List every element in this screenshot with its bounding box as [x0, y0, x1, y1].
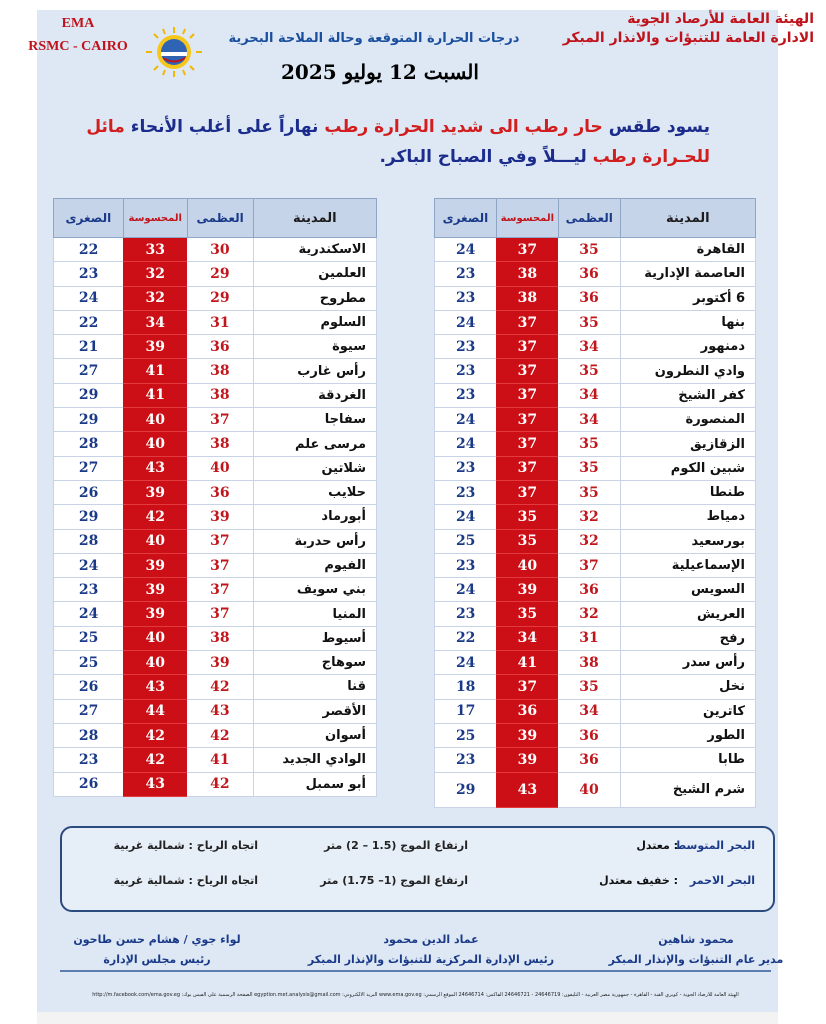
- max-temp: 36: [558, 748, 620, 772]
- min-temp: 17: [435, 699, 497, 723]
- header-max: العظمى: [558, 199, 620, 238]
- forecast-text: [50, 112, 710, 172]
- temperature-table-right: [434, 198, 756, 808]
- table-row: [54, 310, 377, 334]
- max-temp: 35: [558, 480, 620, 504]
- min-temp: 23: [435, 553, 497, 577]
- min-temp: 27: [54, 359, 124, 383]
- table-header-row: [435, 199, 756, 238]
- table-row: [435, 310, 756, 334]
- city-name: الزقازيق: [620, 432, 755, 456]
- table-row: [54, 238, 377, 262]
- header-feels: المحسوسة: [496, 199, 558, 238]
- city-name: دمياط: [620, 505, 755, 529]
- table-row: [435, 748, 756, 772]
- max-temp: 32: [558, 529, 620, 553]
- city-name: الطور: [620, 723, 755, 747]
- forecast-part-1: يسود طقس: [602, 117, 710, 137]
- max-temp: 34: [558, 383, 620, 407]
- feels-like-temp: 39: [123, 602, 187, 626]
- min-temp: 29: [54, 383, 124, 407]
- city-name: السلوم: [253, 310, 376, 334]
- min-temp: 28: [54, 723, 124, 747]
- min-temp: 22: [54, 238, 124, 262]
- feels-like-temp: 39: [123, 553, 187, 577]
- city-name: طابا: [620, 748, 755, 772]
- max-temp: 38: [187, 383, 253, 407]
- min-temp: 25: [435, 723, 497, 747]
- max-temp: 35: [558, 359, 620, 383]
- city-name: وادي النطرون: [620, 359, 755, 383]
- table-header-row: [54, 199, 377, 238]
- wind-direction: اتجاه الرياح : شمالية غربية: [113, 839, 258, 852]
- feels-like-temp: 41: [123, 359, 187, 383]
- feels-like-temp: 37: [496, 359, 558, 383]
- max-temp: 38: [187, 432, 253, 456]
- max-temp: 37: [187, 408, 253, 432]
- feels-like-temp: 39: [496, 578, 558, 602]
- signer-title: رئيس الإدارة المركزية للتنبؤات والإنذار المبكر: [307, 953, 555, 966]
- city-name: قنا: [253, 675, 376, 699]
- city-name: السويس: [620, 578, 755, 602]
- forecast-part-5: ليـــلاً وفي الصباح الباكر.: [379, 147, 593, 167]
- city-name: رأس سدر: [620, 651, 755, 675]
- min-temp: 23: [435, 456, 497, 480]
- min-temp: 23: [435, 602, 497, 626]
- max-temp: 29: [187, 262, 253, 286]
- dept-name: الادارة العامة للتنبؤات والانذار المبكر: [562, 30, 814, 46]
- feels-like-temp: 40: [123, 529, 187, 553]
- feels-like-temp: 40: [123, 408, 187, 432]
- table-row: [54, 359, 377, 383]
- city-name: سيوة: [253, 335, 376, 359]
- city-name: الوادي الجديد: [253, 748, 376, 772]
- feels-like-temp: 39: [123, 480, 187, 504]
- city-name: مرسى علم: [253, 432, 376, 456]
- bulletin-date: السبت 12 يوليو 2025: [281, 60, 479, 84]
- forecast-part-4: مائل للحـرارة رطب: [86, 117, 710, 167]
- city-name: العريش: [620, 602, 755, 626]
- min-temp: 29: [54, 505, 124, 529]
- table-row: [54, 626, 377, 650]
- min-temp: 23: [435, 286, 497, 310]
- feels-like-temp: 35: [496, 529, 558, 553]
- feels-like-temp: 39: [496, 723, 558, 747]
- max-temp: 37: [187, 553, 253, 577]
- city-name: رأس غارب: [253, 359, 376, 383]
- city-name: شرم الشيخ: [620, 772, 755, 807]
- org-name: الهيئة العامة للأرصاد الجوية: [627, 11, 814, 27]
- max-temp: 38: [187, 626, 253, 650]
- min-temp: 26: [54, 675, 124, 699]
- feels-like-temp: 37: [496, 238, 558, 262]
- signer-name: محمود شاهين: [658, 933, 734, 946]
- min-temp: 24: [435, 505, 497, 529]
- city-name: سوهاج: [253, 651, 376, 675]
- table-row: [54, 480, 377, 504]
- city-name: دمنهور: [620, 335, 755, 359]
- max-temp: 35: [558, 432, 620, 456]
- footer-divider: [60, 970, 771, 972]
- max-temp: 36: [558, 286, 620, 310]
- city-name: كاترين: [620, 699, 755, 723]
- table-row: [435, 675, 756, 699]
- signer-name: عماد الدين محمود: [383, 933, 479, 946]
- feels-like-temp: 37: [496, 432, 558, 456]
- table-row: [435, 480, 756, 504]
- city-name: بني سويف: [253, 578, 376, 602]
- max-temp: 37: [187, 578, 253, 602]
- table-row: [54, 748, 377, 772]
- city-name: المنصورة: [620, 408, 755, 432]
- sheet-bottom-edge: [37, 1012, 778, 1024]
- table-row: [435, 699, 756, 723]
- table-row: [54, 553, 377, 577]
- wave-height: ارتفاع الموج (1.5 – 2) متر: [324, 839, 468, 852]
- max-temp: 42: [187, 723, 253, 747]
- min-temp: 24: [435, 238, 497, 262]
- temperature-table-left: [53, 198, 377, 797]
- sea-row-mediterranean: [62, 839, 773, 859]
- min-temp: 24: [435, 432, 497, 456]
- min-temp: 25: [54, 651, 124, 675]
- feels-like-temp: 34: [496, 626, 558, 650]
- min-temp: 24: [435, 578, 497, 602]
- min-temp: 18: [435, 675, 497, 699]
- feels-like-temp: 37: [496, 383, 558, 407]
- max-temp: 36: [558, 723, 620, 747]
- city-name: الإسماعيلية: [620, 553, 755, 577]
- feels-like-temp: 32: [123, 286, 187, 310]
- max-temp: 32: [558, 602, 620, 626]
- feels-like-temp: 35: [496, 602, 558, 626]
- sea-state: : خفيف معتدل: [599, 874, 678, 887]
- table-row: [54, 578, 377, 602]
- feels-like-temp: 39: [496, 748, 558, 772]
- feels-like-temp: 42: [123, 748, 187, 772]
- table-row: [435, 432, 756, 456]
- city-name: المنيا: [253, 602, 376, 626]
- feels-like-temp: 33: [123, 238, 187, 262]
- city-name: شبين الكوم: [620, 456, 755, 480]
- sea-state: : معتدل: [636, 839, 678, 852]
- min-temp: 23: [54, 748, 124, 772]
- table-row: [435, 456, 756, 480]
- bulletin-subtitle: درجات الحرارة المتوقعة وحالة الملاحة البحرية: [228, 31, 520, 46]
- max-temp: 35: [558, 238, 620, 262]
- table-row: [435, 626, 756, 650]
- city-name: أسيوط: [253, 626, 376, 650]
- min-temp: 27: [54, 456, 124, 480]
- feels-like-temp: 42: [123, 723, 187, 747]
- city-name: القاهرة: [620, 238, 755, 262]
- city-name: أسوان: [253, 723, 376, 747]
- city-name: العلمين: [253, 262, 376, 286]
- table-row: [435, 262, 756, 286]
- table-row: [435, 335, 756, 359]
- rsmc-label: RSMC - CAIRO: [28, 39, 128, 54]
- table-row: [54, 432, 377, 456]
- signer-name: لواء جوي / هشام حسن طاحون: [73, 933, 241, 946]
- feels-like-temp: 43: [123, 456, 187, 480]
- city-name: سفاجا: [253, 408, 376, 432]
- feels-like-temp: 40: [123, 626, 187, 650]
- header-max: العظمى: [187, 199, 253, 238]
- max-temp: 36: [558, 262, 620, 286]
- feels-like-temp: 32: [123, 262, 187, 286]
- table-row: [54, 699, 377, 723]
- max-temp: 36: [187, 480, 253, 504]
- feels-like-temp: 37: [496, 456, 558, 480]
- min-temp: 22: [54, 310, 124, 334]
- feels-like-temp: 38: [496, 262, 558, 286]
- table-row: [435, 772, 756, 807]
- header-min: الصغرى: [54, 199, 124, 238]
- city-name: العاصمة الإدارية: [620, 262, 755, 286]
- min-temp: 24: [435, 310, 497, 334]
- sea-name: البحر الاحمر: [689, 874, 755, 887]
- signature-block-3: [62, 930, 252, 970]
- city-name: مطروح: [253, 286, 376, 310]
- min-temp: 27: [54, 699, 124, 723]
- feels-like-temp: 43: [123, 772, 187, 796]
- max-temp: 40: [558, 772, 620, 807]
- min-temp: 23: [435, 748, 497, 772]
- min-temp: 24: [435, 408, 497, 432]
- header-city: المدينة: [620, 199, 755, 238]
- feels-like-temp: 37: [496, 675, 558, 699]
- feels-like-temp: 38: [496, 286, 558, 310]
- feels-like-temp: 40: [123, 432, 187, 456]
- city-name: بورسعيد: [620, 529, 755, 553]
- max-temp: 42: [187, 675, 253, 699]
- table-row: [54, 335, 377, 359]
- min-temp: 25: [435, 529, 497, 553]
- wave-height: ارتفاع الموج (1– 1.75) متر: [320, 874, 468, 887]
- ema-sun-logo-icon: [142, 26, 206, 78]
- table-row: [54, 383, 377, 407]
- city-name: 6 أكتوبر: [620, 286, 755, 310]
- city-name: الاسكندرية: [253, 238, 376, 262]
- min-temp: 23: [435, 335, 497, 359]
- city-name: بنها: [620, 310, 755, 334]
- max-temp: 32: [558, 505, 620, 529]
- signer-title: مدير عام التنبؤات والإنذار المبكر: [608, 953, 784, 966]
- table-row: [435, 723, 756, 747]
- table-row: [435, 602, 756, 626]
- table-row: [435, 553, 756, 577]
- sea-name: البحر المتوسط: [674, 839, 755, 852]
- max-temp: 39: [187, 651, 253, 675]
- max-temp: 43: [187, 699, 253, 723]
- city-name: الغردقة: [253, 383, 376, 407]
- max-temp: 36: [187, 335, 253, 359]
- feels-like-temp: 43: [123, 675, 187, 699]
- min-temp: 29: [435, 772, 497, 807]
- forecast-part-2: حار رطب الى شديد الحرارة رطب: [324, 117, 603, 137]
- feels-like-temp: 37: [496, 408, 558, 432]
- feels-like-temp: 36: [496, 699, 558, 723]
- max-temp: 40: [187, 456, 253, 480]
- table-row: [435, 505, 756, 529]
- signature-block-1: [596, 930, 796, 970]
- table-row: [54, 675, 377, 699]
- city-name: كفر الشيخ: [620, 383, 755, 407]
- max-temp: 35: [558, 456, 620, 480]
- table-row: [435, 359, 756, 383]
- max-temp: 38: [187, 359, 253, 383]
- organization-header: [563, 10, 814, 48]
- table-row: [54, 408, 377, 432]
- header-min: الصغرى: [435, 199, 497, 238]
- max-temp: 34: [558, 335, 620, 359]
- city-name: رفح: [620, 626, 755, 650]
- city-name: رأس حدربة: [253, 529, 376, 553]
- min-temp: 21: [54, 335, 124, 359]
- ema-label: EMA: [61, 16, 95, 31]
- min-temp: 23: [54, 578, 124, 602]
- max-temp: 37: [187, 602, 253, 626]
- max-temp: 35: [558, 675, 620, 699]
- max-temp: 34: [558, 699, 620, 723]
- table-row: [54, 723, 377, 747]
- feels-like-temp: 40: [496, 553, 558, 577]
- feels-like-temp: 39: [123, 578, 187, 602]
- max-temp: 29: [187, 286, 253, 310]
- min-temp: 24: [435, 651, 497, 675]
- city-name: الفيوم: [253, 553, 376, 577]
- city-name: نخل: [620, 675, 755, 699]
- min-temp: 26: [54, 480, 124, 504]
- table-row: [54, 262, 377, 286]
- feels-like-temp: 37: [496, 310, 558, 334]
- city-name: أبو سمبل: [253, 772, 376, 796]
- ema-header: [22, 12, 134, 58]
- min-temp: 22: [435, 626, 497, 650]
- footer-contact: الهيئة العامة للأرصاد الجوية - كوبري القبة - القاهرة - جمهورية مصر العربية - التليفون: 24646719 - 24646721 الفاكس: 24646714 الموقع الرسمي: www.ema.gov.eg البريد الالكتروني: egyption.met.analysis@gmail.com الصفحة الرسمية على الفيس بوك: http://m.facebook.com/ema.gov.eg: [92, 992, 739, 998]
- min-temp: 24: [54, 602, 124, 626]
- feels-like-temp: 41: [496, 651, 558, 675]
- signature-block-2: [286, 930, 576, 970]
- max-temp: 37: [558, 553, 620, 577]
- max-temp: 37: [187, 529, 253, 553]
- forecast-part-3: نهاراً على أغلب الأنحاء: [124, 117, 325, 137]
- feels-like-temp: 43: [496, 772, 558, 807]
- header-feels: المحسوسة: [123, 199, 187, 238]
- feels-like-temp: 35: [496, 505, 558, 529]
- city-name: حلايب: [253, 480, 376, 504]
- max-temp: 36: [558, 578, 620, 602]
- table-row: [54, 772, 377, 796]
- feels-like-temp: 37: [496, 335, 558, 359]
- min-temp: 26: [54, 772, 124, 796]
- max-temp: 39: [187, 505, 253, 529]
- min-temp: 23: [435, 480, 497, 504]
- table-row: [435, 383, 756, 407]
- min-temp: 28: [54, 529, 124, 553]
- min-temp: 29: [54, 408, 124, 432]
- table-row: [54, 602, 377, 626]
- signer-title: رئيس مجلس الإدارة: [103, 953, 211, 966]
- min-temp: 23: [435, 359, 497, 383]
- max-temp: 38: [558, 651, 620, 675]
- table-row: [54, 505, 377, 529]
- sea-row-red-sea: [62, 874, 773, 894]
- min-temp: 24: [54, 286, 124, 310]
- city-name: شلاتين: [253, 456, 376, 480]
- min-temp: 25: [54, 626, 124, 650]
- min-temp: 23: [435, 262, 497, 286]
- table-row: [54, 286, 377, 310]
- feels-like-temp: 42: [123, 505, 187, 529]
- max-temp: 35: [558, 310, 620, 334]
- wind-direction: اتجاه الرياح : شمالية غربية: [113, 874, 258, 887]
- feels-like-temp: 34: [123, 310, 187, 334]
- city-name: الأقصر: [253, 699, 376, 723]
- feels-like-temp: 39: [123, 335, 187, 359]
- feels-like-temp: 44: [123, 699, 187, 723]
- table-row: [54, 529, 377, 553]
- table-row: [54, 456, 377, 480]
- feels-like-temp: 37: [496, 480, 558, 504]
- min-temp: 24: [54, 553, 124, 577]
- max-temp: 42: [187, 772, 253, 796]
- table-row: [435, 238, 756, 262]
- max-temp: 31: [187, 310, 253, 334]
- table-row: [54, 651, 377, 675]
- table-row: [435, 286, 756, 310]
- table-row: [435, 529, 756, 553]
- header-city: المدينة: [253, 199, 376, 238]
- city-name: طنطا: [620, 480, 755, 504]
- table-row: [435, 408, 756, 432]
- min-temp: 23: [54, 262, 124, 286]
- feels-like-temp: 40: [123, 651, 187, 675]
- city-name: أبورماد: [253, 505, 376, 529]
- min-temp: 23: [435, 383, 497, 407]
- max-temp: 30: [187, 238, 253, 262]
- max-temp: 34: [558, 408, 620, 432]
- min-temp: 28: [54, 432, 124, 456]
- feels-like-temp: 41: [123, 383, 187, 407]
- max-temp: 41: [187, 748, 253, 772]
- table-row: [435, 578, 756, 602]
- max-temp: 31: [558, 626, 620, 650]
- sea-status-box: [60, 826, 775, 912]
- table-row: [435, 651, 756, 675]
